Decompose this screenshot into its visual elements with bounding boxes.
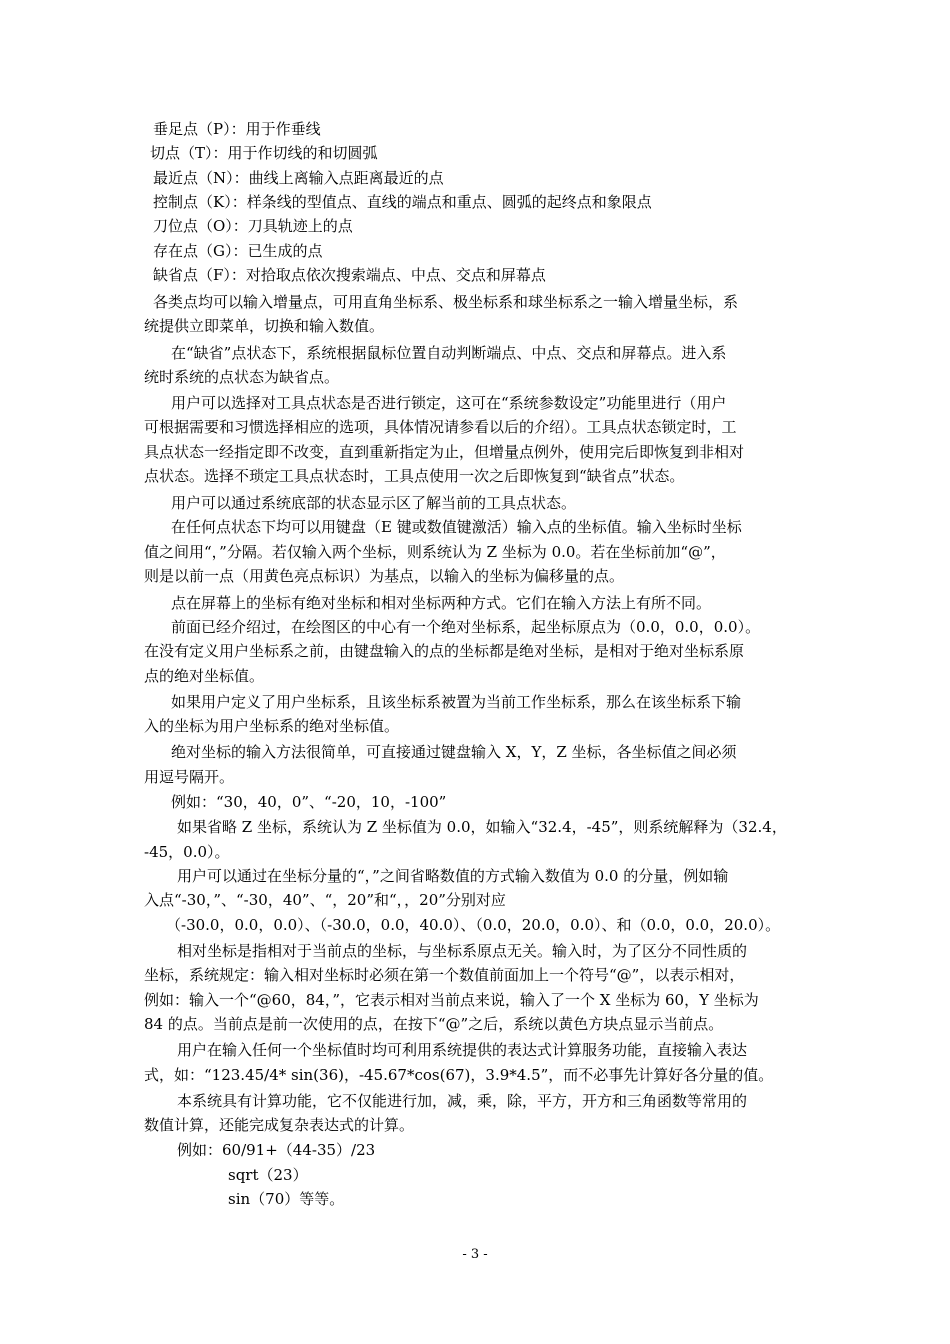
text-line: 统时系统的点状态为缺省点。 [144,368,340,386]
text-line: 在“缺省”点状态下，系统根据鼠标位置自动判断端点、中点、交点和屏幕点。进入系 [171,344,727,362]
text-line: 坐标，系统规定：输入相对坐标时必须在第一个数值前面加上一个符号“@”，以表示相对， [144,966,745,984]
text-line: 可根据需要和习惯选择相应的选项，具体情况请参看以后的介绍）。工具点状态锁定时，工 [144,418,737,436]
text-line: 用户可以通过在坐标分量的“，”之间省略数值的方式输入数值为 0.0 的分量，例如输 [177,867,729,885]
text-line: 具点状态一经指定即不改变，直到重新指定为止，但增量点例外，使用完后即恢复到非相对 [144,443,745,461]
text-line: 入点“-30，”、“-30，40”、“，20”和“，，20”分别对应 [144,891,506,909]
text-line: 84 的点。当前点是前一次使用的点，在按下“@”之后，系统以黄色方块点显示当前点。 [144,1015,724,1033]
text-line: 本系统具有计算功能，它不仅能进行加，减，乘，除，平方，开方和三角函数等常用的 [177,1092,748,1110]
text-line: 用户可以通过系统底部的状态显示区了解当前的工具点状态。 [171,494,577,512]
text-line: 用户在输入任何一个坐标值时均可利用系统提供的表达式计算服务功能，直接输入表达 [177,1041,748,1059]
text-line: 前面已经介绍过，在绘图区的中心有一个绝对坐标系，起坐标原点为（0.0，0.0，0.0）。 [171,618,761,636]
text-line: 例如：60/91+（44-35）/23 [177,1141,376,1159]
text-line: 如果用户定义了用户坐标系，且该坐标系被置为当前工作坐标系，那么在该坐标系下输 [171,693,742,711]
text-line: 刀位点（O）：刀具轨迹上的点 [153,217,353,235]
text-line: 垂足点（P）：用于作垂线 [153,120,321,138]
text-line: 则是以前一点（用黄色亮点标识）为基点，以输入的坐标为偏移量的点。 [144,567,625,585]
text-line: （-30.0，0.0，0.0）、（-30.0，0.0，40.0）、（0.0，20.0，0.0）、和（0.0，0.0，20.0）。 [166,916,781,934]
text-line: 用逗号隔开。 [144,768,235,786]
text-line: 绝对坐标的输入方法很简单，可直接通过键盘输入 X，Y，Z 坐标，各坐标值之间必须 [171,743,737,761]
text-line: 存在点（G）：已生成的点 [153,242,323,260]
text-line: 值之间用“，”分隔。若仅输入两个坐标，则系统认为 Z 坐标为 0.0。若在坐标前加“@”， [144,543,726,561]
text-line: 在没有定义用户坐标系之前，由键盘输入的点的坐标都是绝对坐标，是相对于绝对坐标系原 [144,642,745,660]
text-line: 点状态。选择不琐定工具点状态时，工具点使用一次之后即恢复到“缺省点”状态。 [144,467,685,485]
text-line: 点的绝对坐标值。 [144,667,265,685]
page-number: - 3 - [462,1247,488,1262]
text-line: 统提供立即菜单，切换和输入数值。 [144,317,385,335]
text-line: 如果省略 Z 坐标，系统认为 Z 坐标值为 0.0，如输入“32.4，-45”，则系统解释为（32.4， [177,818,787,836]
text-line: 式，如：“123.45/4* sin(36)，-45.67*cos(67)，3.9*4.5”，而不必事先计算好各分量的值。 [144,1066,774,1084]
text-line: 例如：“30，40，0”、“-20，10，-100” [171,793,447,811]
text-line: 入的坐标为用户坐标系的绝对坐标值。 [144,717,400,735]
text-line: 点在屏幕上的坐标有绝对坐标和相对坐标两种方式。它们在输入方法上有所不同。 [171,594,712,612]
text-line: -45，0.0）。 [144,843,230,861]
text-line: 控制点（K）：样条线的型值点、直线的端点和重点、圆弧的起终点和象限点 [153,193,652,211]
text-line: 各类点均可以输入增量点，可用直角坐标系、极坐标系和球坐标系之一输入增量坐标，系 [153,293,739,311]
text-line: 例如：输入一个“@60，84，”，它表示相对当前点来说，输入了一个 X 坐标为 60，Y 坐标为 [144,991,759,1009]
text-line: sin（70）等等。 [228,1190,345,1208]
text-line: 缺省点（F）：对拾取点依次搜索端点、中点、交点和屏幕点 [153,266,546,284]
text-line: 用户可以选择对工具点状态是否进行锁定，这可在“系统参数设定”功能里进行（用户 [171,394,727,412]
text-line: 最近点（N）：曲线上离输入点距离最近的点 [153,169,444,187]
text-line: 切点（T）：用于作切线的和切圆弧 [150,144,378,162]
text-line: 在任何点状态下均可以用键盘（E 键或数值键激活）输入点的坐标值。输入坐标时坐标 [171,518,742,536]
text-line: 相对坐标是指相对于当前点的坐标，与坐标系原点无关。输入时，为了区分不同性质的 [177,942,748,960]
text-line: sqrt（23） [228,1166,308,1184]
text-line: 数值计算，还能完成复杂表达式的计算。 [144,1116,415,1134]
